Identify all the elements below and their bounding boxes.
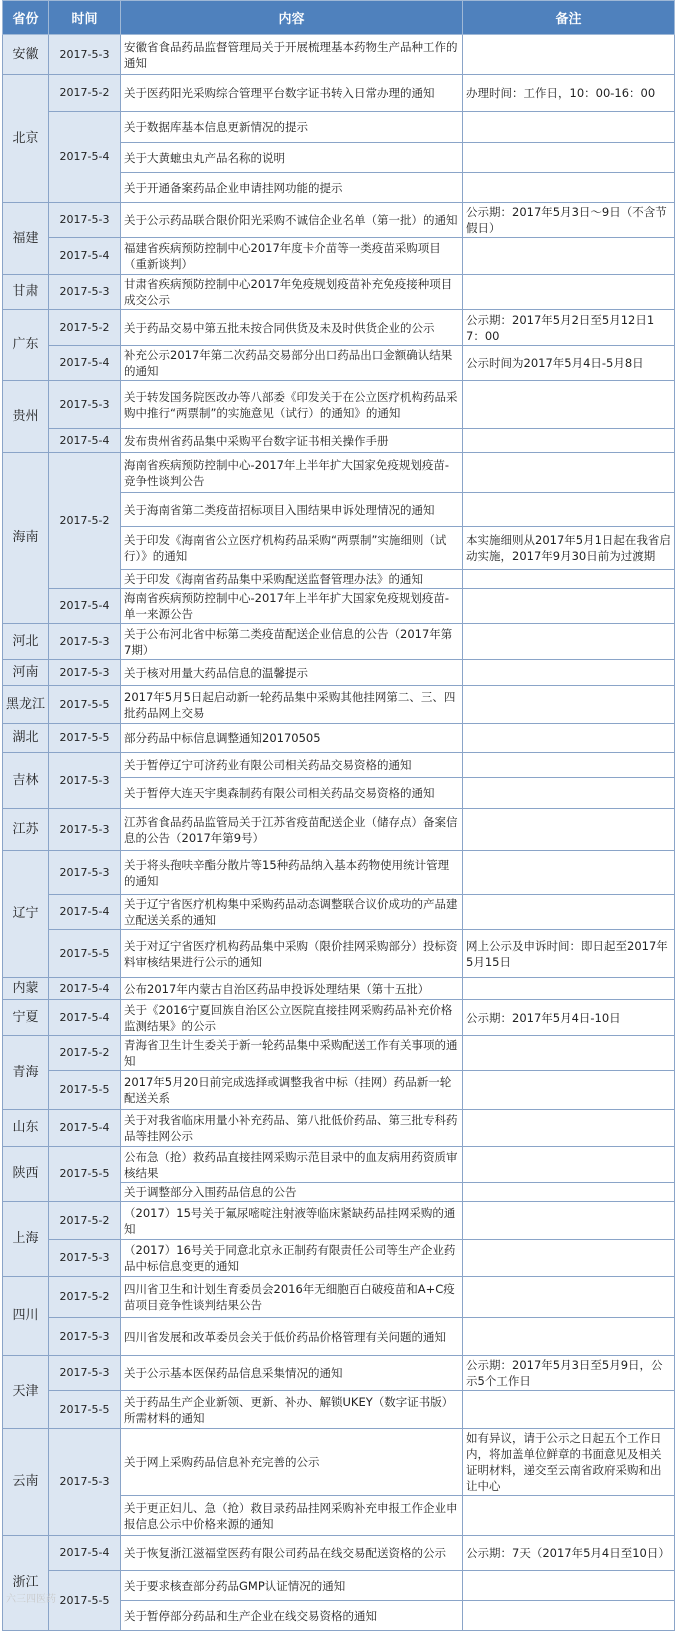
content-cell[interactable]: 四川省发展和改革委员会关于低价药品价格管理有关问题的通知 (121, 1318, 463, 1356)
content-cell[interactable]: 2017年5月20日前完成选择或调整我省中标（挂网）药品新一轮配送关系 (121, 1071, 463, 1110)
content-cell[interactable]: 关于《2016宁夏回族自治区公立医院直接挂网采购药品补充价格监测结果》的公示 (121, 1000, 463, 1036)
province-cell: 黑龙江 (3, 686, 49, 724)
table-row (3, 112, 675, 143)
date-cell: 2017-5-2 (49, 1277, 121, 1318)
date-cell: 2017-5-3 (49, 624, 121, 660)
province-cell: 广东 (3, 310, 49, 381)
date-cell: 2017-5-3 (49, 851, 121, 895)
table-row (3, 381, 675, 429)
note-cell (463, 1071, 675, 1110)
province-cell: 陕西 (3, 1147, 49, 1202)
header-date: 时间 (49, 1, 121, 35)
note-cell (463, 895, 675, 930)
table-row (3, 660, 675, 686)
note-cell (463, 275, 675, 310)
note-cell (463, 453, 675, 493)
note-cell (463, 1571, 675, 1601)
note-cell (463, 1110, 675, 1147)
province-cell: 天津 (3, 1356, 49, 1429)
date-cell: 2017-5-3 (49, 753, 121, 809)
date-cell: 2017-5-3 (49, 1240, 121, 1277)
note-cell (463, 724, 675, 753)
province-cell: 甘肃 (3, 275, 49, 310)
table-row (3, 1429, 675, 1496)
note-cell (463, 35, 675, 75)
note-cell (463, 1391, 675, 1429)
date-cell: 2017-5-3 (49, 275, 121, 310)
content-cell[interactable]: 关于药品交易中第五批未按合同供货及未及时供货企业的公示 (121, 310, 463, 346)
content-cell[interactable]: 海南省疾病预防控制中心-2017年上半年扩大国家免疫规划疫苗-单一来源公告 (121, 589, 463, 624)
note-cell (463, 1277, 675, 1318)
province-cell: 江苏 (3, 809, 49, 851)
date-cell: 2017-5-5 (49, 1147, 121, 1202)
note-cell (463, 1147, 675, 1183)
table-row (3, 346, 675, 381)
table-row (3, 1356, 675, 1391)
table-row (3, 1318, 675, 1356)
content-cell[interactable]: 关于恢复浙江滋福堂医药有限公司药品在线交易配送资格的公示 (121, 1536, 463, 1571)
table-row (3, 75, 675, 112)
content-cell[interactable]: 江苏省食品药品监管局关于江苏省疫苗配送企业（储存点）备案信息的公告（2017年第9号） (121, 809, 463, 851)
province-cell: 四川 (3, 1277, 49, 1356)
table-row (3, 686, 675, 724)
province-cell: 海南 (3, 453, 49, 624)
province-cell: 河南 (3, 660, 49, 686)
note-cell (463, 1202, 675, 1240)
note-cell (463, 112, 675, 143)
date-cell: 2017-5-4 (49, 978, 121, 1000)
province-cell: 贵州 (3, 381, 49, 453)
table-row (3, 978, 675, 1000)
date-cell: 2017-5-2 (49, 1202, 121, 1240)
table-row (3, 1147, 675, 1183)
province-cell: 上海 (3, 1202, 49, 1277)
province-cell: 辽宁 (3, 851, 49, 978)
date-cell: 2017-5-5 (49, 1071, 121, 1110)
date-cell: 2017-5-4 (49, 1000, 121, 1036)
province-cell: 山东 (3, 1110, 49, 1147)
note-cell: 公示期：7天（2017年5月4日至10日） (463, 1536, 675, 1571)
note-cell (463, 851, 675, 895)
table-row (3, 1000, 675, 1036)
note-cell (463, 978, 675, 1000)
note-cell: 公示时间为2017年5月4日-5月8日 (463, 346, 675, 381)
table-row (3, 753, 675, 778)
date-cell: 2017-5-5 (49, 686, 121, 724)
note-cell (463, 809, 675, 851)
province-cell: 吉林 (3, 753, 49, 809)
note-cell: 如有异议，请于公示之日起五个工作日内，将加盖单位鲜章的书面意见及相关证明材料，递交至云南省政府采购和出让中心 (463, 1429, 675, 1496)
date-cell: 2017-5-5 (49, 1391, 121, 1429)
notice-table (2, 0, 675, 1631)
note-cell (463, 589, 675, 624)
table-row (3, 238, 675, 275)
table-row (3, 35, 675, 75)
table-row (3, 1202, 675, 1240)
content-cell[interactable]: （2017）16号关于同意北京永正制药有限责任公司等生产企业药品中标信息变更的通知 (121, 1240, 463, 1277)
table-row (3, 724, 675, 753)
content-cell[interactable]: 四川省卫生和计划生育委员会2016年无细胞百白破疫苗和A+C疫苗项目竞争性谈判结果公告 (121, 1277, 463, 1318)
date-cell: 2017-5-4 (49, 1536, 121, 1571)
date-cell: 2017-5-3 (49, 809, 121, 851)
date-cell: 2017-5-2 (49, 1036, 121, 1071)
table-row (3, 895, 675, 930)
date-cell: 2017-5-2 (49, 310, 121, 346)
date-cell: 2017-5-5 (49, 724, 121, 753)
table-row (3, 589, 675, 624)
table-row (3, 275, 675, 310)
table-row (3, 429, 675, 453)
note-cell (463, 1240, 675, 1277)
province-cell: 北京 (3, 75, 49, 203)
date-cell: 2017-5-4 (49, 1110, 121, 1147)
table-row (3, 1240, 675, 1277)
note-cell: 公示期：2017年5月4日-10日 (463, 1000, 675, 1036)
content-cell[interactable]: 福建省疾病预防控制中心2017年度卡介苗等一类疫苗采购项目（重新谈判） (121, 238, 463, 275)
note-cell (463, 660, 675, 686)
table-row (3, 1277, 675, 1318)
note-cell (463, 570, 675, 589)
province-cell: 宁夏 (3, 1000, 49, 1036)
content-cell[interactable]: 关于对我省临床用量小补充药品、第八批低价药品、第三批专科药品等挂网公示 (121, 1110, 463, 1147)
note-cell (463, 778, 675, 809)
content-cell[interactable]: 关于大黄蟅虫丸产品名称的说明 (121, 143, 463, 173)
table-row (3, 453, 675, 493)
content-cell[interactable]: （2017）15号关于氟尿嘧啶注射液等临床紧缺药品挂网采购的通知 (121, 1202, 463, 1240)
date-cell: 2017-5-3 (49, 1318, 121, 1356)
content-cell[interactable]: 关于转发国务院医改办等八部委《印发关于在公立医疗机构药品采购中推行“两票制”的实施意见（试行）的通知》的通知 (121, 381, 463, 429)
note-cell: 公示期：2017年5月2日至5月12日17：00 (463, 310, 675, 346)
table-body (3, 35, 675, 1631)
province-cell: 安徽 (3, 35, 49, 75)
date-cell: 2017-5-4 (49, 238, 121, 275)
watermark: 六三四医药 (6, 1594, 56, 1605)
header-content: 内容 (121, 1, 463, 35)
date-cell: 2017-5-5 (49, 930, 121, 978)
content-cell[interactable]: 关于海南省第二类疫苗招标项目入围结果申诉处理情况的通知 (121, 493, 463, 527)
content-cell[interactable]: 关于公示基本医保药品信息采集情况的通知 (121, 1356, 463, 1391)
table-row (3, 1110, 675, 1147)
content-cell[interactable]: 关于核对用量大药品信息的温馨提示 (121, 660, 463, 686)
note-cell (463, 238, 675, 275)
note-cell (463, 1601, 675, 1631)
date-cell: 2017-5-3 (49, 35, 121, 75)
date-cell: 2017-5-3 (49, 660, 121, 686)
province-cell: 湖北 (3, 724, 49, 753)
date-cell: 2017-5-2 (49, 75, 121, 112)
note-cell (463, 143, 675, 173)
content-cell[interactable]: 关于对辽宁省医疗机构药品集中采购（限价挂网采购部分）投标资料审核结果进行公示的通知 (121, 930, 463, 978)
date-cell: 2017-5-2 (49, 453, 121, 589)
content-cell[interactable]: 关于辽宁省医疗机构集中采购药品动态调整联合议价成功的产品建立配送关系的通知 (121, 895, 463, 930)
table-row (3, 624, 675, 660)
content-cell[interactable]: 关于医药阳光采购综合管理平台数字证书转入日常办理的通知 (121, 75, 463, 112)
note-cell (463, 753, 675, 778)
table-row (3, 1071, 675, 1110)
note-cell: 公示期：2017年5月3日至5月9日，公示5个工作日 (463, 1356, 675, 1391)
content-cell[interactable]: 关于网上采购药品信息补充完善的公示 (121, 1429, 463, 1496)
content-cell[interactable]: 发布贵州省药品集中采购平台数字证书相关操作手册 (121, 429, 463, 453)
table-row (3, 930, 675, 978)
date-cell: 2017-5-4 (49, 589, 121, 624)
content-cell[interactable]: 关于暂停部分药品和生产企业在线交易资格的通知 (121, 1601, 463, 1631)
content-cell[interactable]: 公布2017年内蒙古自治区药品申投诉处理结果（第十五批） (121, 978, 463, 1000)
province-cell: 浙江 (3, 1536, 49, 1631)
content-cell[interactable]: 海南省疾病预防控制中心-2017年上半年扩大国家免疫规划疫苗-竞争性谈判公告 (121, 453, 463, 493)
header-row (3, 1, 675, 35)
header-note: 备注 (463, 1, 675, 35)
date-cell: 2017-5-3 (49, 1356, 121, 1391)
date-cell: 2017-5-4 (49, 895, 121, 930)
note-cell (463, 1036, 675, 1071)
content-cell[interactable]: 关于暂停大连天宇奥森制药有限公司相关药品交易资格的通知 (121, 778, 463, 809)
date-cell: 2017-5-3 (49, 381, 121, 429)
table-row (3, 203, 675, 238)
content-cell[interactable]: 关于数据库基本信息更新情况的提示 (121, 112, 463, 143)
note-cell (463, 1496, 675, 1536)
note-cell (463, 1318, 675, 1356)
content-cell[interactable]: 关于药品生产企业新领、更新、补办、解锁UKEY（数字证书版）所需材料的通知 (121, 1391, 463, 1429)
note-cell (463, 624, 675, 660)
content-cell[interactable]: 关于暂停辽宁可济药业有限公司相关药品交易资格的通知 (121, 753, 463, 778)
content-cell[interactable]: 甘肃省疾病预防控制中心2017年免疫规划疫苗补充免疫接种项目成交公示 (121, 275, 463, 310)
table-row (3, 310, 675, 346)
note-cell (463, 173, 675, 203)
table-row (3, 851, 675, 895)
header-province: 省份 (3, 1, 49, 35)
date-cell: 2017-5-4 (49, 346, 121, 381)
content-cell[interactable]: 关于印发《海南省药品集中采购配送监督管理办法》的通知 (121, 570, 463, 589)
content-cell[interactable]: 安徽省食品药品监督管理局关于开展梳理基本药物生产品种工作的通知 (121, 35, 463, 75)
content-cell[interactable]: 公布急（抢）救药品直接挂网采购示范目录中的血友病用药资质审核结果 (121, 1147, 463, 1183)
date-cell: 2017-5-3 (49, 1429, 121, 1536)
note-cell: 本实施细则从2017年5月1日起在我省启动实施，2017年9月30日前为过渡期 (463, 527, 675, 570)
content-cell[interactable]: 关于将头孢呋辛酯分散片等15种药品纳入基本药物使用统计管理的通知 (121, 851, 463, 895)
note-cell: 办理时间：工作日，10：00-16：00 (463, 75, 675, 112)
date-cell: 2017-5-3 (49, 203, 121, 238)
content-cell[interactable]: 关于公示药品联合限价阳光采购不诚信企业名单（第一批）的通知 (121, 203, 463, 238)
content-cell[interactable]: 关于要求核查部分药品GMP认证情况的通知 (121, 1571, 463, 1601)
content-cell[interactable]: 关于公布河北省中标第二类疫苗配送企业信息的公告（2017年第7期） (121, 624, 463, 660)
note-cell: 网上公示及申诉时间：即日起至2017年5月15日 (463, 930, 675, 978)
province-cell: 河北 (3, 624, 49, 660)
note-cell (463, 686, 675, 724)
province-cell: 青海 (3, 1036, 49, 1110)
content-cell[interactable]: 青海省卫生计生委关于新一轮药品集中采购配送工作有关事项的通知 (121, 1036, 463, 1071)
content-cell[interactable]: 关于调整部分入围药品信息的公告 (121, 1183, 463, 1202)
note-cell: 公示期：2017年5月3日～9日（不含节假日） (463, 203, 675, 238)
table-row (3, 809, 675, 851)
note-cell (463, 493, 675, 527)
note-cell (463, 1183, 675, 1202)
date-cell: 2017-5-5 (49, 1571, 121, 1631)
content-cell[interactable]: 关于开通备案药品企业申请挂网功能的提示 (121, 173, 463, 203)
province-cell: 福建 (3, 203, 49, 275)
province-cell: 云南 (3, 1429, 49, 1536)
table-row (3, 1036, 675, 1071)
content-cell[interactable]: 部分药品中标信息调整通知20170505 (121, 724, 463, 753)
content-cell[interactable]: 关于更正妇儿、急（抢）救目录药品挂网采购补充申报工作企业申报信息公示中价格来源的通知 (121, 1496, 463, 1536)
content-cell[interactable]: 补充公示2017年第二次药品交易部分出口药品出口金额确认结果的通知 (121, 346, 463, 381)
note-cell (463, 429, 675, 453)
date-cell: 2017-5-4 (49, 429, 121, 453)
table-row (3, 1536, 675, 1571)
content-cell[interactable]: 关于印发《海南省公立医疗机构药品采购“两票制”实施细则（试行）》的通知 (121, 527, 463, 570)
date-cell: 2017-5-4 (49, 112, 121, 203)
note-cell (463, 381, 675, 429)
content-cell[interactable]: 2017年5月5日起启动新一轮药品集中采购其他挂网第二、三、四批药品网上交易 (121, 686, 463, 724)
table-row (3, 1391, 675, 1429)
province-cell: 内蒙 (3, 978, 49, 1000)
table-row (3, 1571, 675, 1601)
